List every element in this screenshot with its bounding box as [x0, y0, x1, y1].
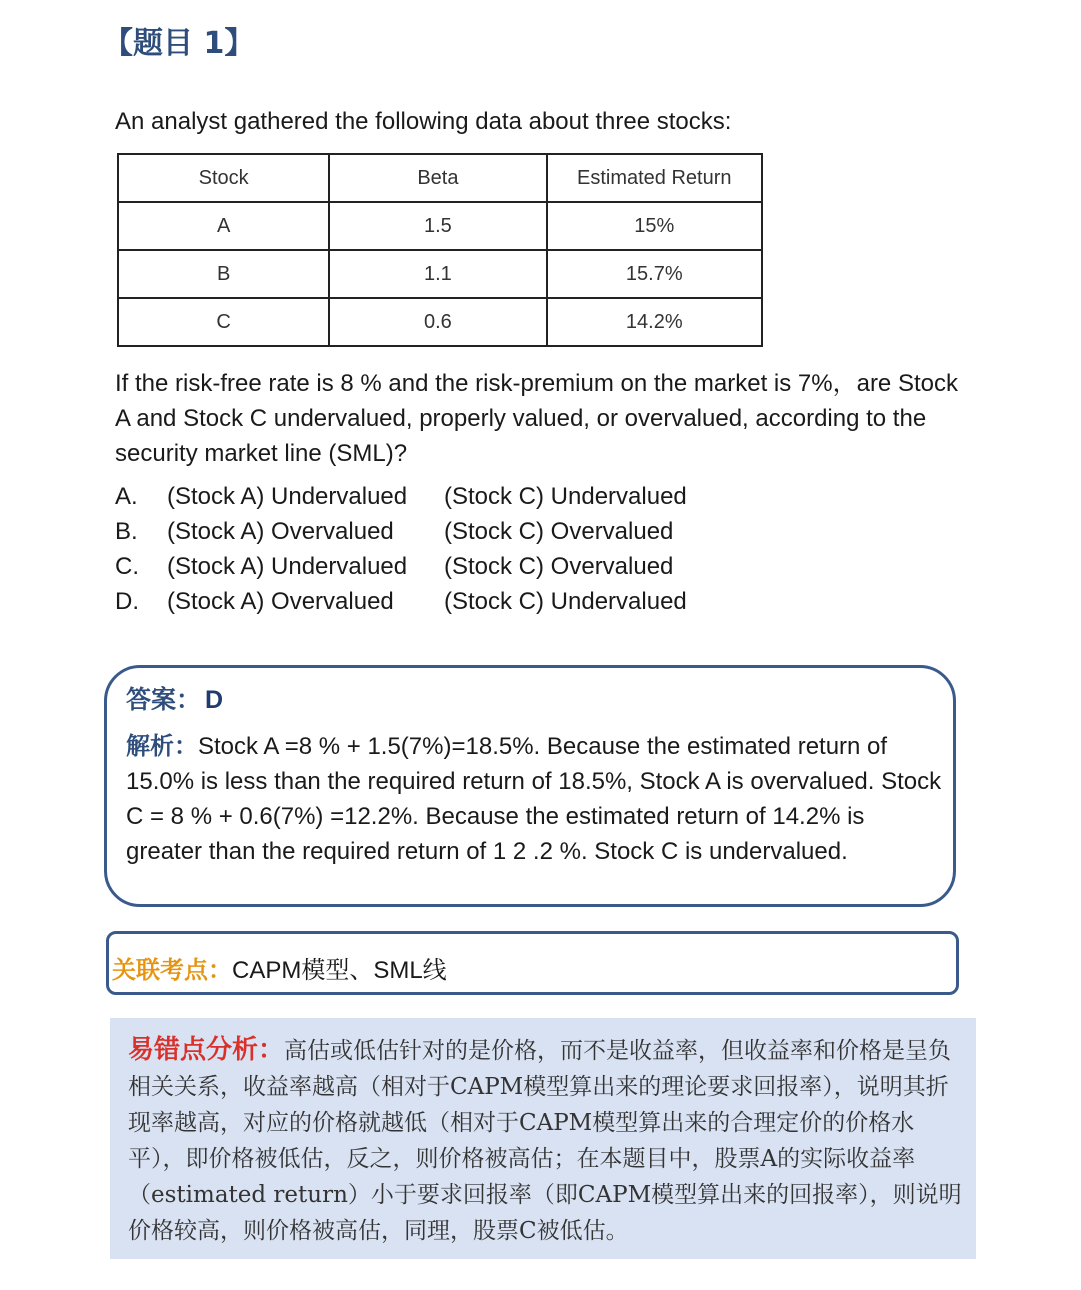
option-stock-c: (Stock C) Undervalued — [444, 483, 687, 510]
analysis-body: Stock A =8 % + 1.5(7%)=18.5%. Because the estimated return of 15.0% is less than the required return of 18.5%, Stock A is overvalued. Stock C = 8 % + 0.6(7%) =12.2%. Because the estimated return of 14.2% is greater than the required return of 1 2 .2 %. Stock C is undervalued. — [126, 733, 942, 865]
option-letter: C. — [115, 553, 139, 580]
option-stock-a: (Stock A) Overvalued — [167, 518, 394, 545]
option-letter: D. — [115, 588, 139, 615]
related-label: 关联考点： — [112, 957, 232, 984]
option-stock-a: (Stock A) Undervalued — [167, 553, 408, 580]
cell-beta: 1.1 — [329, 250, 546, 298]
option-b — [115, 514, 687, 549]
table-row — [118, 298, 762, 346]
question-title: 【题目 1】 — [103, 26, 255, 61]
option-c — [115, 549, 687, 584]
header-beta: Beta — [329, 154, 546, 202]
option-d — [115, 584, 687, 619]
option-a — [115, 479, 687, 514]
analysis-text — [126, 729, 946, 869]
table-row — [118, 250, 762, 298]
answer-value: D — [205, 686, 224, 714]
cell-beta: 0.6 — [329, 298, 546, 346]
header-stock: Stock — [118, 154, 329, 202]
option-stock-c: (Stock C) Undervalued — [444, 588, 687, 615]
table-header-row — [118, 154, 762, 202]
error-analysis-body: 高估或低估针对的是价格，而不是收益率，但收益率和价格是呈负相关关系，收益率越高（相对于CAPM模型算出来的理论要求回报率），说明其折现率越高，对应的价格就越低（相对于CAPM模型算出来的合理定价的价格水平），即价格被低估，反之，则价格被高估；在本题目中，股票A的实际收益率（estimated return）小于要求回报率（即CAPM模型算出来的回报率），则说明价格较高，则价格被高估，同理，股票C被低估。 — [128, 1038, 962, 1244]
cell-return: 14.2% — [547, 298, 762, 346]
option-stock-a: (Stock A) Undervalued — [167, 483, 408, 510]
answer-line — [126, 680, 223, 716]
option-letter: B. — [115, 518, 138, 545]
option-letter: A. — [115, 483, 138, 510]
cell-beta: 1.5 — [329, 202, 546, 250]
error-analysis-label: 易错点分析： — [128, 1035, 285, 1065]
cell-stock: A — [118, 202, 329, 250]
analysis-label: 解析： — [126, 733, 198, 760]
question-text: If the risk-free rate is 8 % and the risk-premium on the market is 7%，are Stock A and Stock C undervalued, properly valued, or overvalued, according to the security market line (SML)? — [115, 370, 958, 467]
cell-return: 15% — [547, 202, 762, 250]
intro-text: An analyst gathered the following data about three stocks: — [115, 108, 732, 135]
cell-return: 15.7% — [547, 250, 762, 298]
cell-stock: B — [118, 250, 329, 298]
option-stock-c: (Stock C) Overvalued — [444, 553, 674, 580]
error-analysis — [128, 1032, 964, 1249]
header-estimated-return: Estimated Return — [547, 154, 762, 202]
related-text: CAPM模型、SML线 — [232, 957, 447, 984]
related-topics — [112, 950, 447, 985]
option-stock-a: (Stock A) Overvalued — [167, 588, 394, 615]
answer-label: 答案： — [126, 686, 202, 714]
table-row — [118, 202, 762, 250]
answer-options — [115, 479, 687, 619]
stock-data-table — [117, 153, 763, 347]
option-stock-c: (Stock C) Overvalued — [444, 518, 674, 545]
cell-stock: C — [118, 298, 329, 346]
